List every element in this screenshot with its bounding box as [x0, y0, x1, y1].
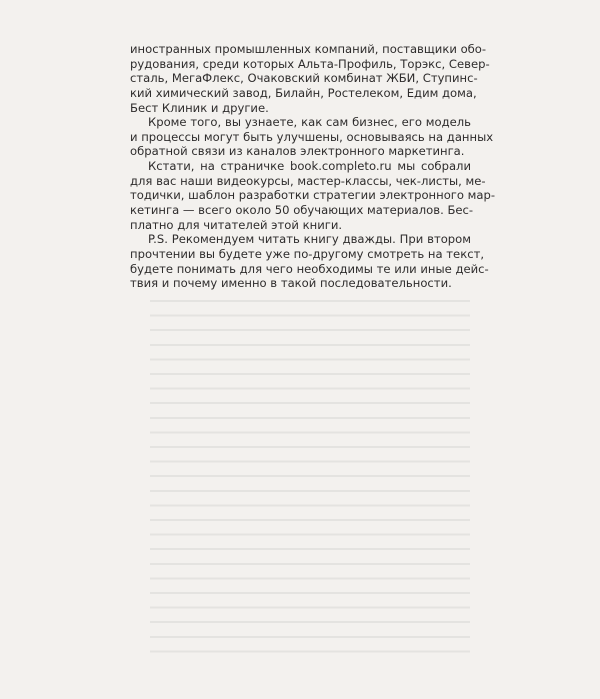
paragraph-materials [130, 159, 496, 232]
text-line: тодички, шаблон разработки стратегии электронного мар- [130, 188, 496, 203]
text-line: кетинга — всего около 50 обучающих материалов. Бес- [130, 203, 474, 218]
text-line: и процессы могут быть улучшены, основываясь на данных [130, 129, 494, 144]
text-line: P.S. Рекомендуем читать книгу дважды. При втором [148, 232, 471, 247]
show-through-text [150, 300, 470, 660]
text-line: иностранных промышленных компаний, поставщики обо- [130, 42, 487, 56]
text-line: обратной связи из каналов электронного маркетинга. [130, 144, 465, 159]
text-line: рудования, среди которых Альта-Профиль, Торэкс, Север- [130, 56, 490, 71]
text-line: Кстати, на страничке book.completo.ru мы собрали [148, 159, 471, 174]
text-line: Бест Клиник и другие. [130, 100, 269, 115]
text-line: прочтении вы будете уже по-другому смотреть на текст, [130, 246, 485, 261]
paragraph-business [130, 115, 494, 159]
book-page-text [130, 42, 496, 291]
text-line: Кроме того, вы узнаете, как сам бизнес, его модель [148, 115, 471, 130]
paragraph-companies [130, 42, 490, 115]
text-line: твия и почему именно в такой последовательности. [130, 276, 452, 291]
text-line: платно для читателей этой книги. [130, 217, 343, 232]
text-line: будете понимать для чего необходимы те или иные дейс- [130, 261, 489, 276]
text-line: для вас наши видеокурсы, мастер-классы, чек-листы, ме- [130, 173, 486, 188]
text-line: кий химический завод, Билайн, Ростелеком, Едим дома, [130, 85, 477, 100]
text-line: сталь, МегаФлекс, Очаковский комбинат ЖБИ, Ступинс- [130, 71, 478, 86]
paragraph-ps [130, 232, 489, 291]
